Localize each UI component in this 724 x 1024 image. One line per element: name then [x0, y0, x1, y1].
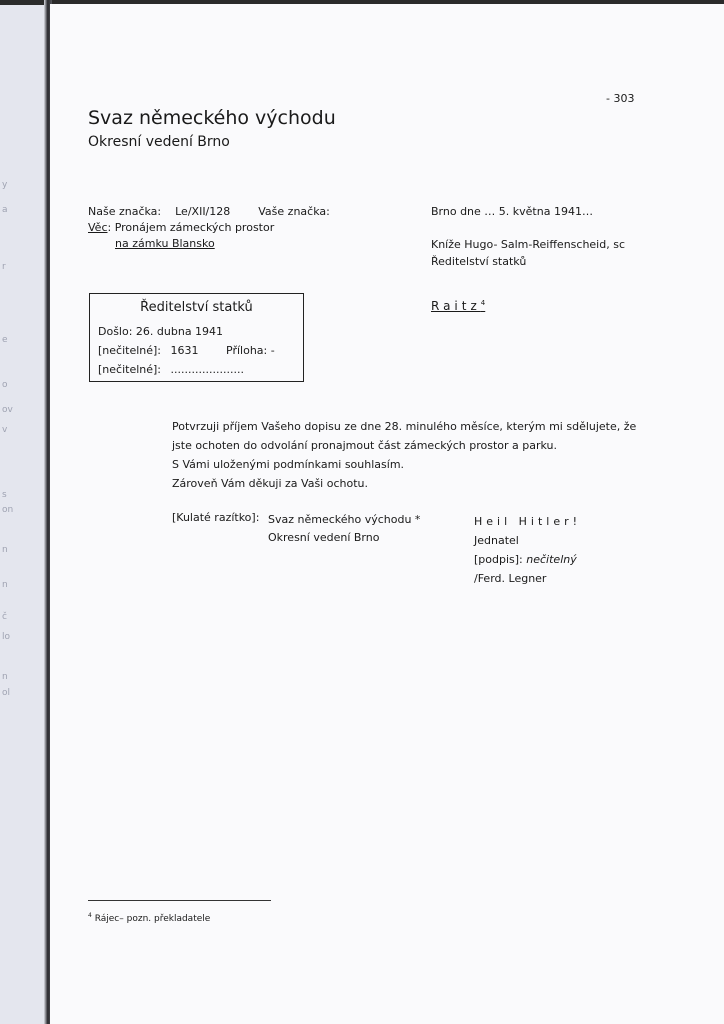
letterhead-organization: Svaz německého východu — [88, 107, 336, 129]
signature-label: [podpis]: — [474, 553, 523, 566]
place-name-text: Raitz — [431, 299, 481, 313]
signoff-block — [474, 512, 581, 588]
stamp-received: Došlo: 26. dubna 1941 — [98, 325, 224, 338]
signoff-greeting: Heil Hitler! — [474, 515, 582, 528]
signature-value: nečitelný — [526, 553, 577, 566]
body-line-2: jste ochoten do odvolání pronajmout část zámeckých prostor a parku. — [172, 439, 558, 452]
stamp-third-label: [nečitelné]: — [98, 363, 162, 376]
place-footnote-mark: 4 — [480, 299, 486, 307]
signoff-name: /Ferd. Legner — [474, 572, 547, 585]
your-ref-label: Vaše značka: — [258, 205, 330, 218]
seal-line-2: Okresní vedení Brno — [268, 531, 380, 544]
footnote — [88, 912, 210, 924]
seal-label: [Kulaté razítko]: — [172, 511, 260, 524]
stamp-attachment: Příloha: - — [226, 344, 275, 357]
body-line-3: S Vámi uloženými podmínkami souhlasím. — [172, 458, 405, 471]
our-ref-value: Le/XII/128 — [175, 205, 231, 218]
body-line-1: Potvrzuji příjem Vašeho dopisu ze dne 28. minulého měsíce, kterým mi sdělujete, že — [172, 420, 637, 433]
subject-continuation: na zámku Blansko — [115, 237, 215, 250]
subject-label: Věc — [88, 221, 108, 234]
stamp-third-row — [98, 363, 244, 376]
body-line-4: Zároveň Vám děkuji za Vaši ochotu. — [172, 477, 368, 490]
stamp-number-row — [98, 344, 275, 357]
signoff-role: Jednatel — [474, 534, 519, 547]
letter-body — [172, 417, 636, 493]
place-name — [431, 299, 485, 313]
signoff-signature — [474, 550, 581, 569]
subject-line — [88, 219, 274, 236]
place-date: Brno dne … 5. května 1941… — [431, 205, 593, 218]
stamp-third-value: ..................... — [170, 363, 244, 376]
our-ref-label: Naše značka: — [88, 205, 162, 218]
page-number: - 303 — [606, 92, 635, 105]
footnote-mark: 4 — [88, 912, 92, 919]
receipt-stamp — [89, 293, 304, 382]
stamp-number-label: [nečitelné]: — [98, 344, 162, 357]
recipient-line-2: Ředitelství statků — [431, 255, 527, 268]
reference-line — [88, 203, 330, 220]
recipient-line-1: Kníže Hugo- Salm-Reiffenscheid, sc — [431, 238, 625, 251]
stamp-title: Ředitelství statků — [140, 300, 253, 315]
subject-text: : Pronájem zámeckých prostor — [107, 221, 275, 234]
seal-line-1: Svaz německého východu * — [268, 513, 421, 526]
letterhead-branch: Okresní vedení Brno — [88, 134, 230, 150]
footnote-text: Rájec– pozn. překladatele — [94, 914, 211, 924]
facing-page-edge: y a r e o ov v s on n n č lo n ol — [2, 180, 14, 698]
seal-text — [268, 511, 420, 547]
stamp-number-value: 1631 — [170, 344, 199, 357]
recipient-block — [431, 236, 625, 270]
footnote-rule — [88, 900, 271, 901]
